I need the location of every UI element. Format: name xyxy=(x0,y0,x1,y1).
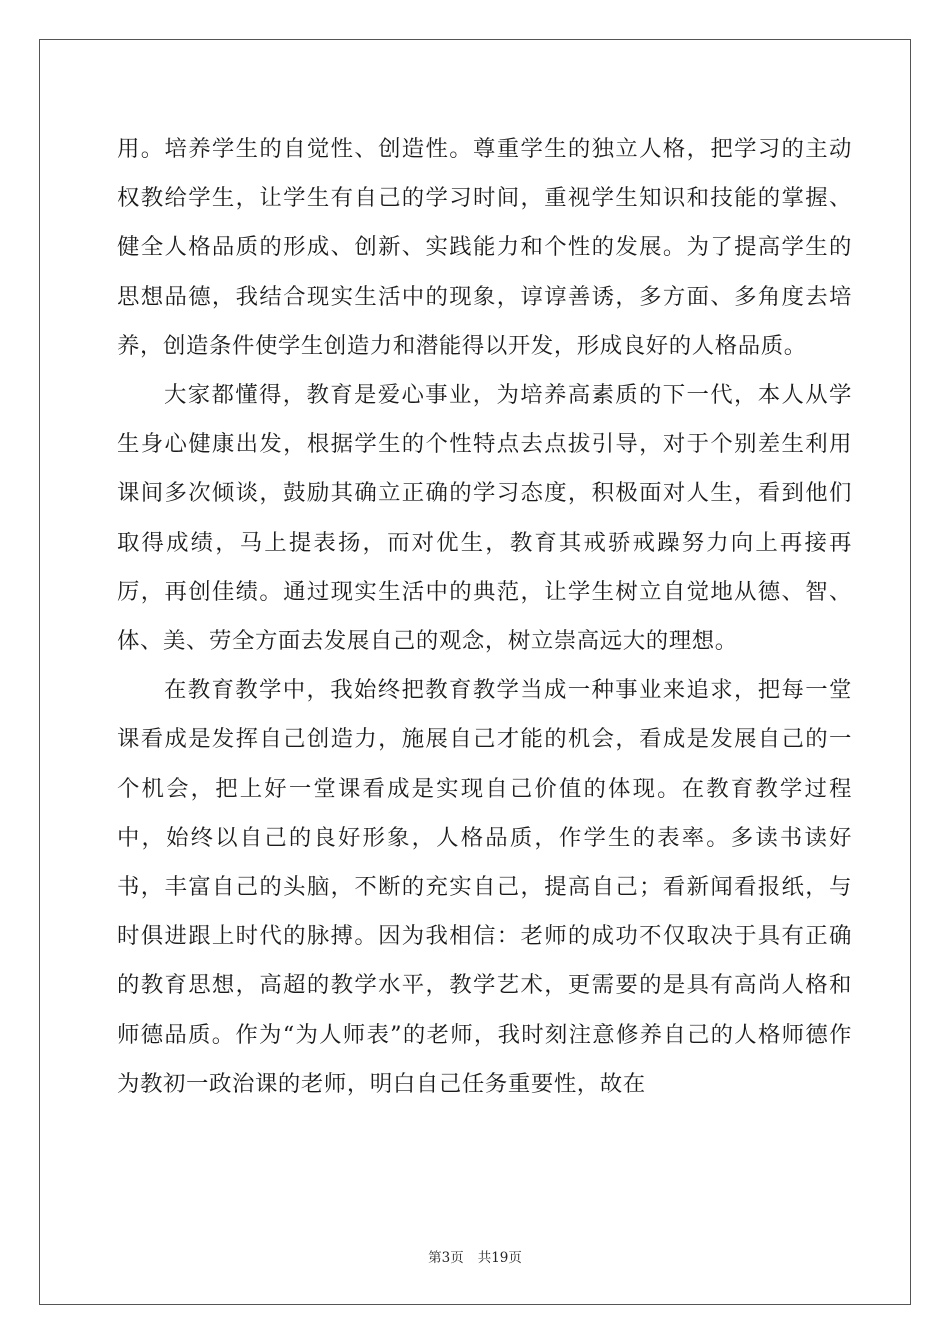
paragraph-1: 用。培养学生的自觉性、创造性。尊重学生的独立人格，把学习的主动权教给学生，让学生有自己的学习时间，重视学生知识和技能的掌握、健全人格品质的形成、创新、实践能力和个性的发展。为了提高学生的思想品德，我结合现实生活中的现象，谆谆善诱，多方面、多角度去培养，创造条件使学生创造力和潜能得以开发，形成良好的人格品质。 xyxy=(117,136,852,359)
page-footer xyxy=(0,1246,950,1266)
page-total: 共19页 xyxy=(477,1250,522,1266)
paragraph-2: 大家都懂得，教育是爱心事业，为培养高素质的下一代，本人从学生身心健康出发，根据学生的个性特点去点拔引导，对于个别差生利用课间多次倾谈，鼓励其确立正确的学习态度，积极面对人生，看到他们取得成绩，马上提表扬，而对优生，教育其戒骄戒躁努力向上再接再厉，再创佳绩。通过现实生活中的典范，让学生树立自觉地从德、智、体、美、劳全方面去发展自己的观念，树立崇高远大的理想。 xyxy=(117,382,852,655)
paragraph-3: 在教育教学中，我始终把教育教学当成一种事业来追求，把每一堂课看成是发挥自己创造力，施展自己才能的机会，看成是发展自己的一个机会，把上好一堂课看成是实现自己价值的体现。在教育教学过程中，始终以自己的良好形象，人格品质，作学生的表率。多读书读好书，丰富自己的头脑，不断的充实自己，提高自己；看新闻看报纸，与时俱进跟上时代的脉搏。因为我相信：老师的成功不仅取决于具有正确的教育思想，高超的教学水平，教学艺术，更需要的是具有高尚人格和师德品质。作为“为人师表”的老师，我时刻注意修养自己的人格师德作为教初一政治课的老师，明白自己任务重要性，故在 xyxy=(117,677,852,1097)
document-body xyxy=(117,125,852,1109)
page-number: 第3页 xyxy=(428,1250,464,1266)
